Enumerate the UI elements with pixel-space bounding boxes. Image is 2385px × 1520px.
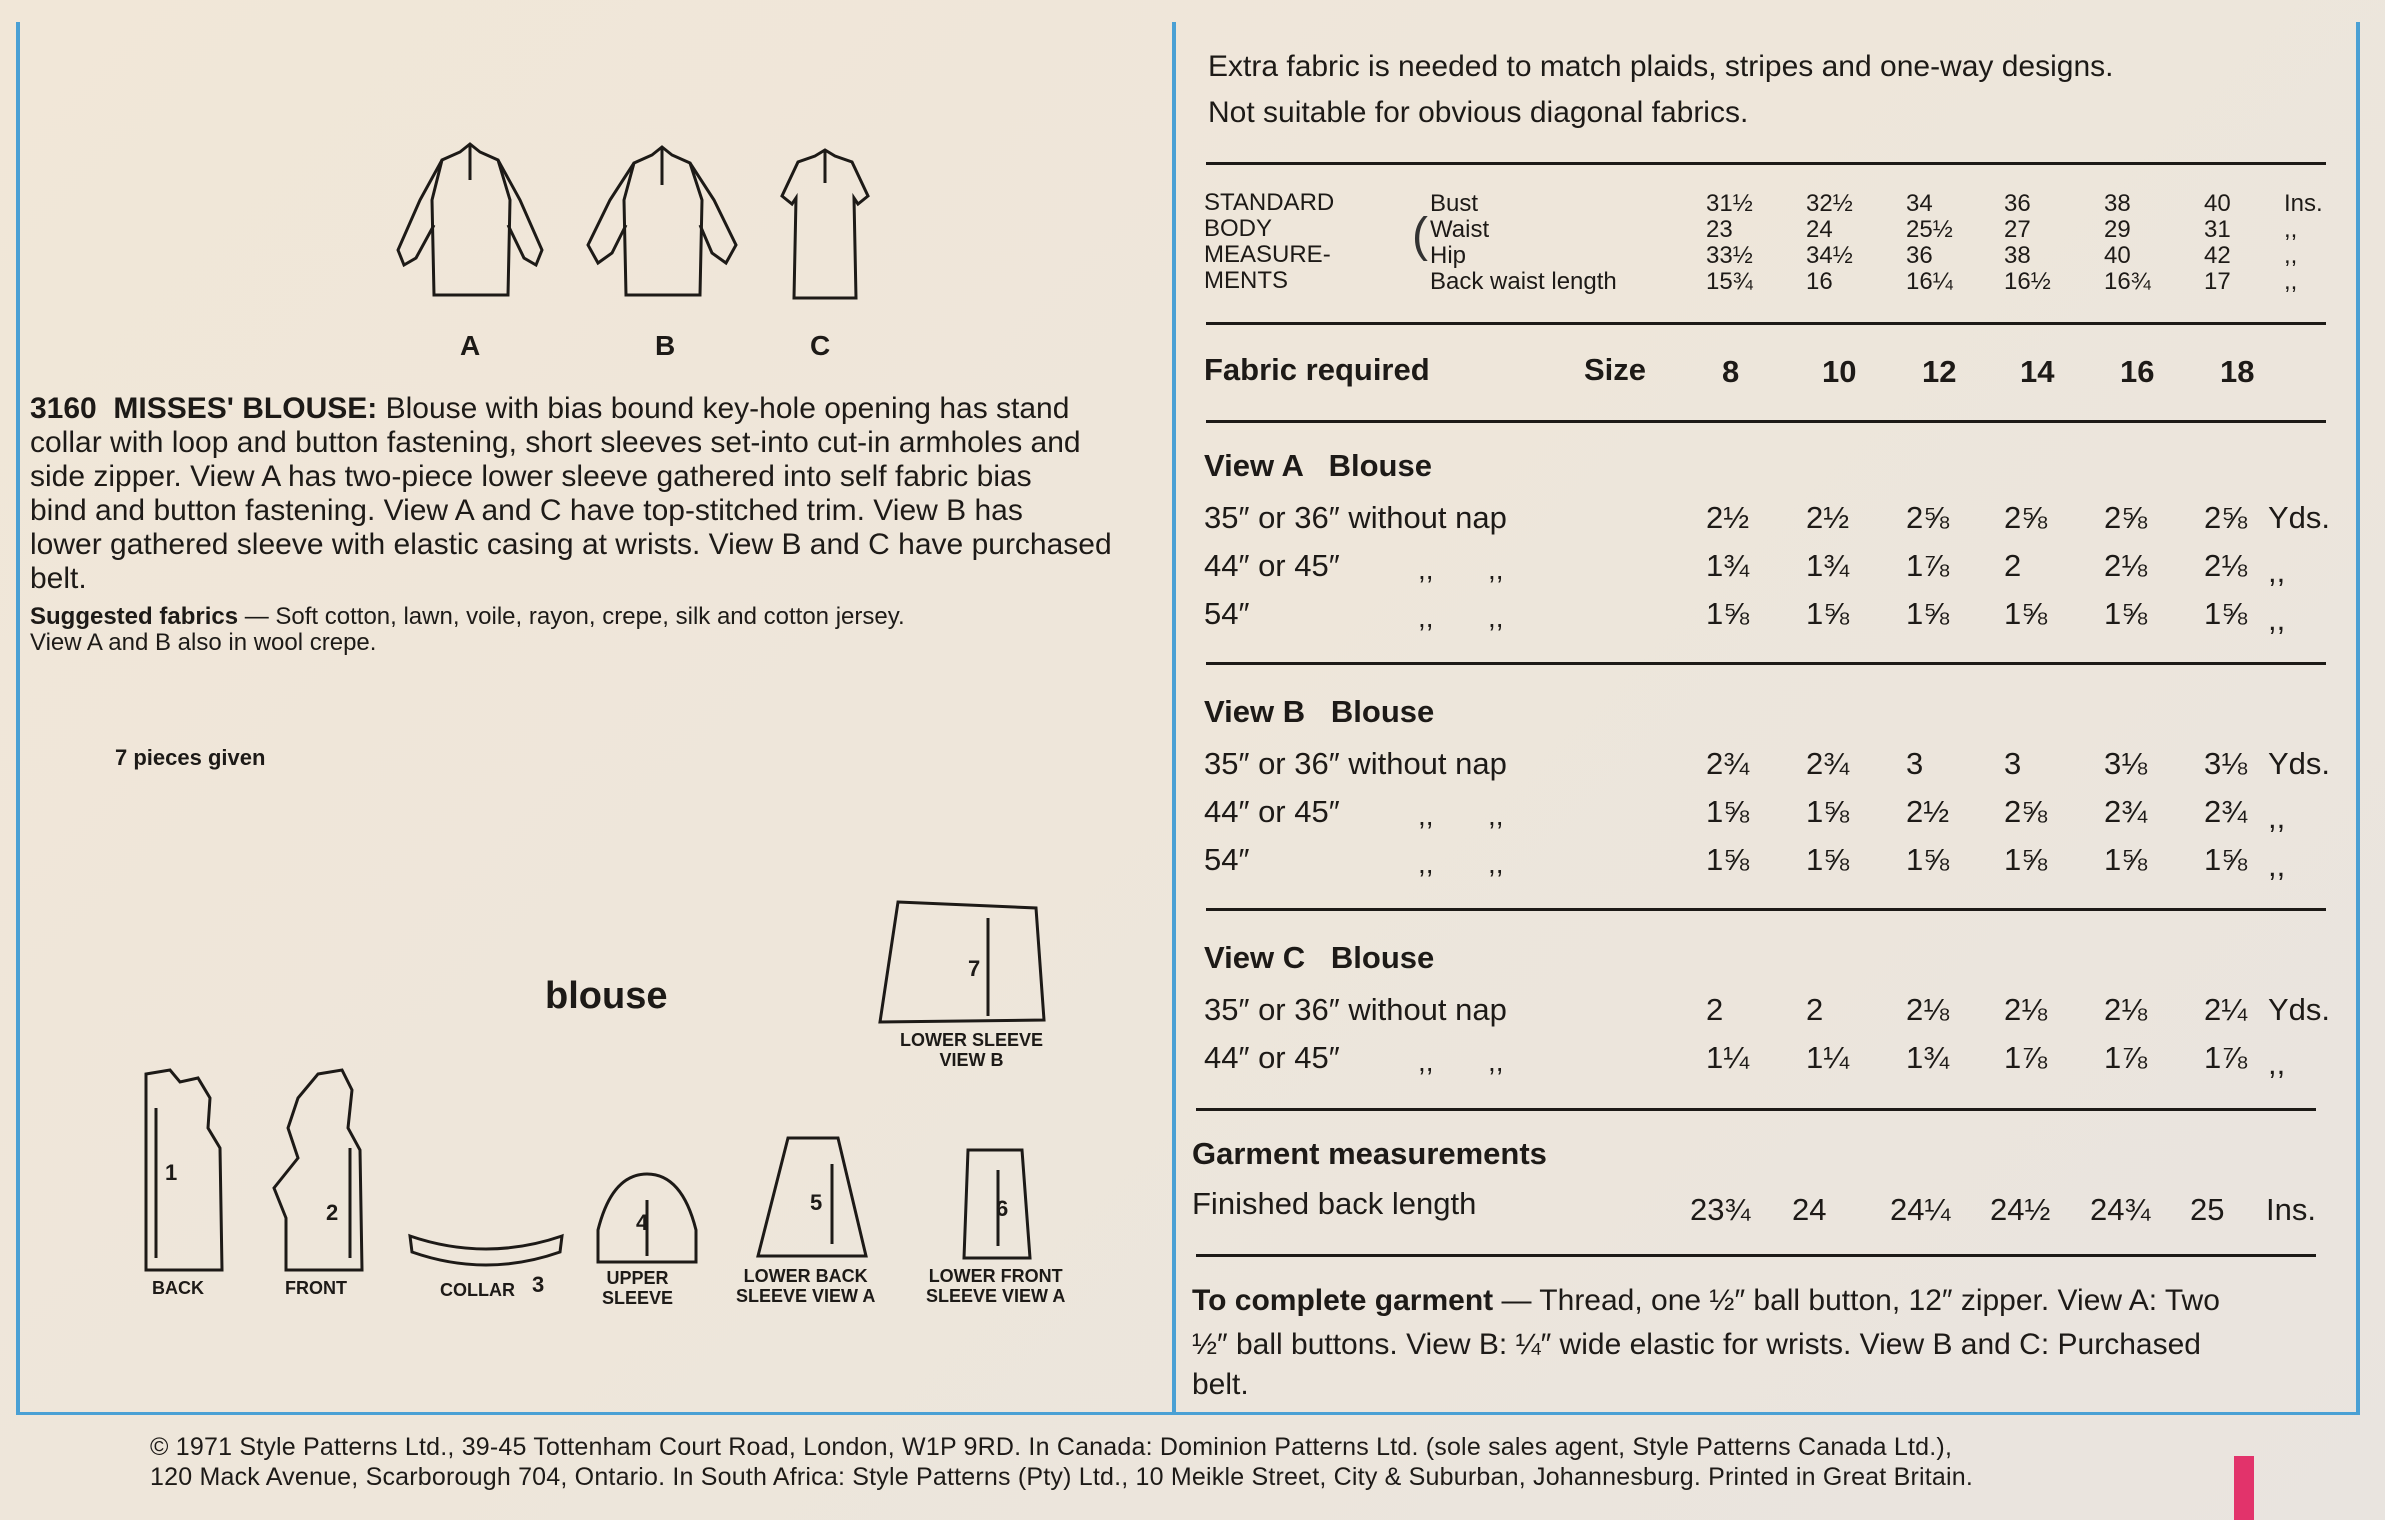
body-measure-value: 29 [2104, 216, 2131, 243]
ditto-marks: ,, ,, [1418, 848, 1504, 879]
yardage-value: 2¾ [1806, 746, 1850, 781]
yardage-value: 2⅛ [2004, 992, 2048, 1027]
yardage-value: 1¼ [1806, 1040, 1850, 1075]
complete-garment-text-1: — Thread, one ½″ ball button, 12″ zipper. View A: Two [1501, 1284, 2220, 1317]
finished-length-value: 23¾ [1690, 1192, 1751, 1227]
piece-3-number: 3 [532, 1272, 545, 1297]
fabric-width-label: 44″ or 45″ [1204, 794, 1340, 829]
yardage-value: 2⅝ [1906, 500, 1950, 535]
description-line-1: Blouse with bias bound key-hole opening has stand [385, 392, 1070, 425]
body-measure-unit: ,, [2284, 216, 2298, 243]
measure-name-bust: Bust [1430, 190, 1479, 217]
yardage-value: 1¼ [1706, 1040, 1750, 1075]
yardage-value: 1⅝ [2104, 596, 2148, 631]
yardage-value: 2 [1806, 992, 1824, 1027]
yardage-value: 1¾ [1706, 548, 1750, 583]
body-measure-value: 23 [1706, 216, 1733, 243]
fabric-width-label: 35″ or 36″ without nap [1204, 500, 1507, 535]
view-c-sketch [770, 148, 880, 308]
body-measure-value: 25½ [1906, 216, 1953, 243]
blouse-label: blouse [545, 975, 668, 1017]
yardage-value: 1⅝ [2104, 842, 2148, 877]
view-a-label: A [460, 330, 481, 361]
finished-length-value: 24¼ [1890, 1192, 1951, 1227]
measure-name-waist: Waist [1430, 216, 1490, 243]
finished-length-value: 24½ [1990, 1192, 2051, 1227]
view-section-title: View C Blouse [1204, 940, 1435, 975]
piece-2-number: 2 [326, 1200, 339, 1225]
fabric-width-label: 44″ or 45″ [1204, 548, 1340, 583]
body-measure-unit: Ins. [2284, 190, 2323, 217]
yardage-value: 1¾ [1806, 548, 1850, 583]
piece-back-shape [140, 1068, 230, 1278]
yardage-value: 2¾ [2104, 794, 2148, 829]
view-section-title: View B Blouse [1204, 694, 1435, 729]
piece-1-number: 1 [165, 1160, 178, 1185]
description-line-3: side zipper. View A has two-piece lower sleeve gathered into self fabric bias [30, 460, 1032, 493]
yardage-value: 2 [1706, 992, 1724, 1027]
body-measure-value: 16 [1806, 268, 1833, 295]
view-c-label: C [810, 330, 831, 361]
measure-name-hip: Hip [1430, 242, 1467, 269]
body-measure-value: 34 [1906, 190, 1933, 217]
piece-7-number: 7 [968, 956, 981, 981]
yardage-unit: ,, [2268, 1046, 2286, 1081]
size-column-header: 14 [2020, 354, 2055, 389]
suggested-fabrics-text-2: View A and B also in wool crepe. [30, 629, 377, 656]
size-column-header: 18 [2220, 354, 2255, 389]
yardage-unit: Yds. [2268, 500, 2331, 535]
yardage-value: 2¼ [2204, 992, 2248, 1027]
complete-garment-line-2: ½″ ball buttons. View B: ¼″ wide elastic for wrists. View B and C: Purchased [1192, 1328, 2201, 1361]
finished-back-length-label: Finished back length [1192, 1186, 1477, 1221]
description-line-4: bind and button fastening. View A and C have top-stitched trim. View B has [30, 494, 1023, 527]
yardage-value: 1⅝ [1806, 794, 1850, 829]
divider [1196, 1254, 2316, 1257]
measurement-brace: ( [1412, 209, 1428, 262]
suggested-fabrics [30, 603, 905, 631]
size-column-header: 16 [2120, 354, 2155, 389]
divider [1196, 1108, 2316, 1111]
footer-line-2: 120 Mack Avenue, Scarborough 704, Ontario. In South Africa: Style Patterns (Pty) Ltd., 10 Meikle Street, City & Suburban, Johannesburg. Printed in Great Britain. [150, 1463, 1973, 1491]
body-measurements-label-3: MEASURE- [1204, 241, 1331, 268]
yardage-value: 1⅝ [1806, 842, 1850, 877]
divider [1206, 908, 2326, 911]
body-measure-value: 16½ [2004, 268, 2051, 295]
piece-7-label: LOWER SLEEVE VIEW B [900, 1030, 1044, 1070]
piece-2-label: FRONT [285, 1278, 347, 1298]
yardage-value: 2⅝ [2004, 794, 2048, 829]
header-note-line-1: Extra fabric is needed to match plaids, stripes and one-way designs. [1208, 50, 2114, 83]
ditto-marks: ,, ,, [1418, 1046, 1504, 1077]
size-label: Size [1584, 352, 1647, 387]
body-measure-value: 24 [1806, 216, 1833, 243]
complete-garment-label: To complete garment [1192, 1284, 1494, 1317]
body-measure-value: 15¾ [1706, 268, 1753, 295]
footer-line-1: © 1971 Style Patterns Ltd., 39-45 Tottenham Court Road, London, W1P 9RD. In Canada: Dominion Patterns Ltd. (sole sales agent, Style Patterns Canada Ltd.), [150, 1433, 1953, 1461]
yardage-value: 1⅞ [1906, 548, 1950, 583]
view-b-label: B [655, 330, 676, 361]
body-measure-value: 31½ [1706, 190, 1753, 217]
piece-front-shape [268, 1068, 368, 1278]
measure-name-back-waist: Back waist length [1430, 268, 1617, 295]
yardage-unit: ,, [2268, 800, 2286, 835]
yardage-value: 2⅛ [2104, 992, 2148, 1027]
yardage-value: 2¾ [2204, 794, 2248, 829]
yardage-value: 1⅝ [2204, 842, 2248, 877]
yardage-value: 1⅝ [1706, 596, 1750, 631]
ditto-marks: ,, ,, [1418, 800, 1504, 831]
pattern-heading [30, 392, 1069, 426]
piece-3-label: COLLAR [440, 1280, 515, 1300]
divider [1206, 322, 2326, 325]
yardage-unit: ,, [2268, 554, 2286, 589]
description-line-2: collar with loop and button fastening, short sleeves set-into cut-in armholes and [30, 426, 1081, 459]
body-measurements-label-4: MENTS [1204, 267, 1288, 294]
fabric-required-label: Fabric required [1204, 352, 1430, 387]
ditto-marks: ,, ,, [1418, 602, 1504, 633]
garment-measurements-title: Garment measurements [1192, 1136, 1547, 1171]
yardage-value: 1⅝ [1906, 842, 1950, 877]
body-measure-value: 16¾ [2104, 268, 2151, 295]
piece-5-number: 5 [810, 1190, 823, 1215]
pattern-number: 3160 [30, 392, 97, 425]
finished-length-value: 25 [2190, 1192, 2225, 1227]
pattern-title: MISSES' BLOUSE: [113, 392, 378, 425]
yardage-value: 1⅝ [2204, 596, 2248, 631]
suggested-fabrics-label: Suggested fabrics [30, 603, 239, 630]
yardage-value: 2½ [1806, 500, 1850, 535]
fabric-width-label: 54″ [1204, 596, 1250, 631]
yardage-value: 3 [1906, 746, 1924, 781]
size-column-header: 12 [1922, 354, 1957, 389]
view-section-title: View A Blouse [1204, 448, 1432, 483]
yardage-value: 1⅝ [1806, 596, 1850, 631]
body-measure-unit: ,, [2284, 242, 2298, 269]
yardage-value: 2½ [1706, 500, 1750, 535]
complete-garment-line-3: belt. [1192, 1368, 1249, 1401]
body-measure-value: 31 [2204, 216, 2231, 243]
yardage-value: 3⅛ [2204, 746, 2248, 781]
yardage-value: 2⅛ [2104, 548, 2148, 583]
yardage-unit: Yds. [2268, 992, 2331, 1027]
yardage-value: 2¾ [1706, 746, 1750, 781]
body-measure-value: 32½ [1806, 190, 1853, 217]
complete-garment-line-1 [1192, 1284, 2220, 1318]
fabric-width-label: 35″ or 36″ without nap [1204, 746, 1507, 781]
divider [1206, 662, 2326, 665]
finished-length-value: 24¾ [2090, 1192, 2151, 1227]
body-measure-value: 40 [2204, 190, 2231, 217]
finished-length-value: 24 [1792, 1192, 1827, 1227]
ditto-marks: ,, ,, [1418, 554, 1504, 585]
description-line-6: belt. [30, 562, 87, 595]
yardage-value: 2½ [1906, 794, 1950, 829]
yardage-value: 2⅛ [2204, 548, 2248, 583]
pink-tab [2234, 1456, 2254, 1520]
body-measurements-label-2: BODY [1204, 215, 1273, 242]
description-line-5: lower gathered sleeve with elastic casing at wrists. View B and C have purchased [30, 528, 1112, 561]
piece-4-label: UPPER SLEEVE [602, 1268, 674, 1308]
fabric-width-label: 44″ or 45″ [1204, 1040, 1340, 1075]
body-measure-value: 33½ [1706, 242, 1753, 269]
body-measure-value: 42 [2204, 242, 2231, 269]
suggested-fabrics-text: — Soft cotton, lawn, voile, rayon, crepe, silk and cotton jersey. [244, 603, 905, 630]
yardage-value: 1⅝ [1706, 794, 1750, 829]
yardage-unit: ,, [2268, 602, 2286, 637]
yardage-unit: ,, [2268, 848, 2286, 883]
piece-5-label: LOWER BACK SLEEVE VIEW A [736, 1266, 876, 1306]
yardage-value: 1⅝ [2004, 842, 2048, 877]
piece-1-label: BACK [152, 1278, 204, 1298]
body-measure-value: 34½ [1806, 242, 1853, 269]
yardage-value: 1⅞ [2004, 1040, 2048, 1075]
yardage-value: 2 [2004, 548, 2022, 583]
yardage-unit: Yds. [2268, 746, 2331, 781]
body-measure-value: 17 [2204, 268, 2231, 295]
yardage-value: 2⅝ [2104, 500, 2148, 535]
yardage-value: 1⅞ [2104, 1040, 2148, 1075]
yardage-value: 1⅝ [1706, 842, 1750, 877]
yardage-value: 1¾ [1906, 1040, 1950, 1075]
divider [1206, 162, 2326, 165]
yardage-value: 1⅝ [2004, 596, 2048, 631]
view-b-sketch [582, 145, 742, 305]
yardage-value: 1⅞ [2204, 1040, 2248, 1075]
body-measure-value: 16¼ [1906, 268, 1953, 295]
header-note-line-2: Not suitable for obvious diagonal fabrics. [1208, 96, 1749, 129]
body-measure-value: 38 [2104, 190, 2131, 217]
piece-4-number: 4 [636, 1210, 649, 1235]
divider [1206, 420, 2326, 423]
size-column-header: 10 [1822, 354, 1857, 389]
body-measure-value: 36 [2004, 190, 2031, 217]
body-measure-value: 40 [2104, 242, 2131, 269]
yardage-value: 3 [2004, 746, 2022, 781]
yardage-value: 2⅝ [2004, 500, 2048, 535]
garment-unit: Ins. [2266, 1192, 2316, 1227]
copyright-footer [150, 1432, 1973, 1492]
body-measure-value: 38 [2004, 242, 2031, 269]
pieces-given: 7 pieces given [115, 745, 266, 770]
body-measure-unit: ,, [2284, 268, 2298, 295]
yardage-value: 2⅛ [1906, 992, 1950, 1027]
size-column-header: 8 [1722, 354, 1740, 389]
piece-6-number: 6 [996, 1196, 1009, 1221]
view-a-sketch [390, 140, 550, 310]
piece-6-label: LOWER FRONT SLEEVE VIEW A [926, 1266, 1066, 1306]
body-measurements-label-1: STANDARD [1204, 189, 1335, 216]
yardage-value: 1⅝ [1906, 596, 1950, 631]
body-measure-value: 27 [2004, 216, 2031, 243]
yardage-value: 3⅛ [2104, 746, 2148, 781]
fabric-width-label: 54″ [1204, 842, 1250, 877]
fabric-width-label: 35″ or 36″ without nap [1204, 992, 1507, 1027]
yardage-value: 2⅝ [2204, 500, 2248, 535]
body-measure-value: 36 [1906, 242, 1933, 269]
piece-lower-sleeve-b-shape [876, 896, 1046, 1032]
